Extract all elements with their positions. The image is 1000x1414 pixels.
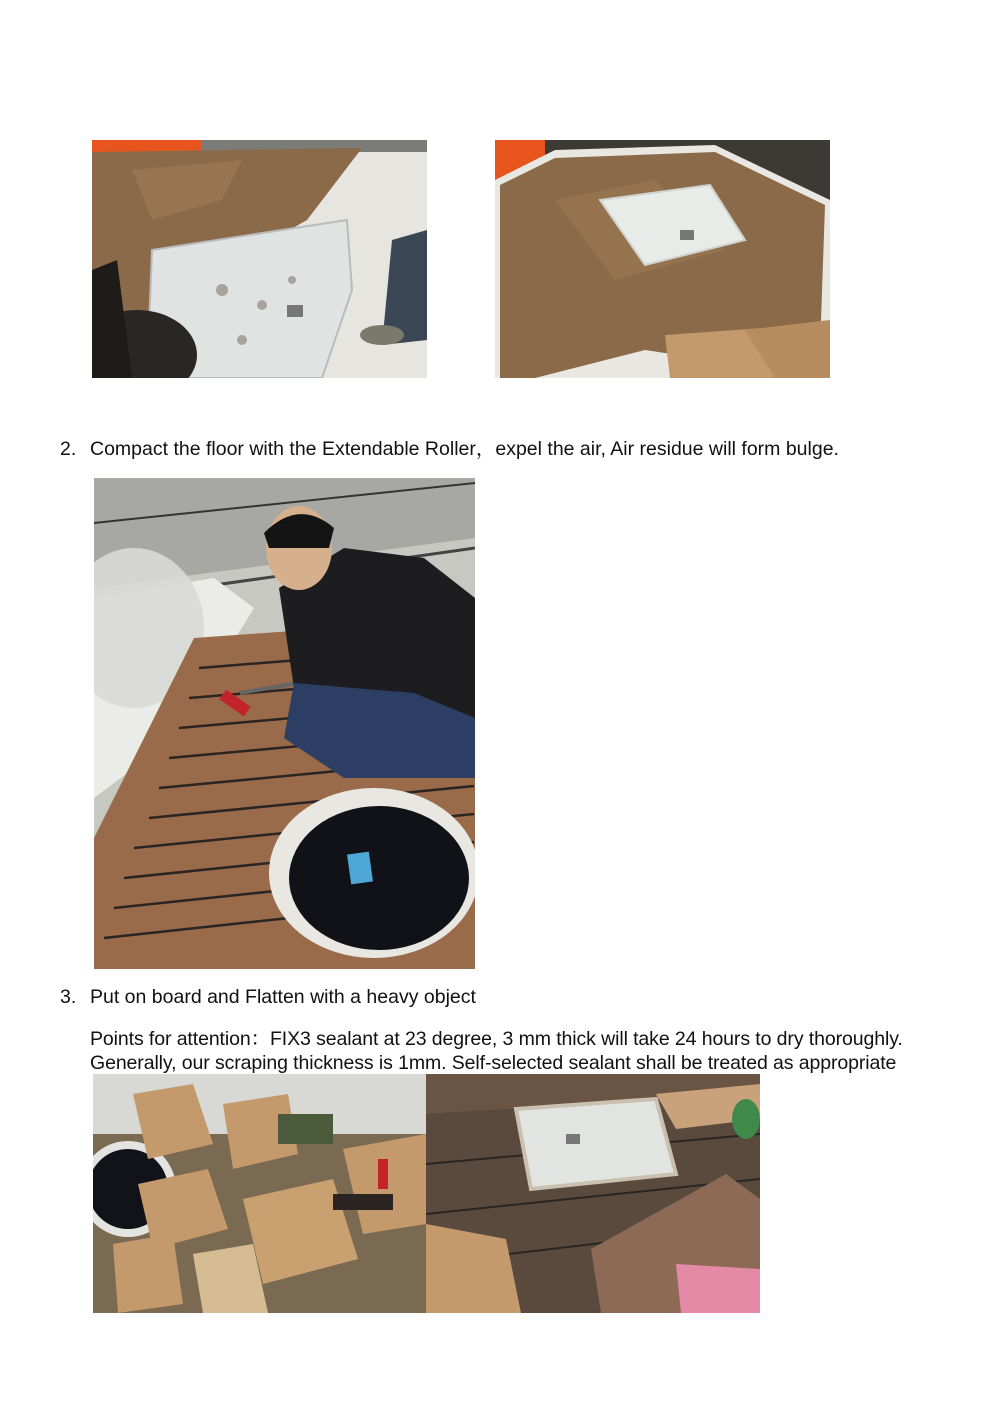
photo-cartons-on-deck bbox=[93, 1074, 426, 1313]
step-2-number: 2. bbox=[60, 438, 77, 460]
step-3-number: 3. bbox=[60, 986, 77, 1008]
step-2-line bbox=[60, 437, 839, 461]
step-3-text: Put on board and Flatten with a heavy object bbox=[90, 986, 476, 1008]
attention-line-1: Points for attention：FIX3 sealant at 23 degree, 3 mm thick will take 24 hours to dry thoroughly. bbox=[90, 1028, 903, 1050]
photo-flattened-board bbox=[426, 1074, 760, 1313]
photo-worker-rolling-deck bbox=[94, 478, 475, 969]
photo-sealant-spreading-left bbox=[92, 140, 427, 378]
photo-sealant-around-hatch bbox=[495, 140, 830, 378]
step-2-text: Compact the floor with the Extendable Roller，expel the air, Air residue will form bulge. bbox=[90, 438, 839, 460]
step-3-line bbox=[60, 985, 476, 1009]
attention-line-2: Generally, our scraping thickness is 1mm. Self-selected sealant shall be treated as appropriate bbox=[90, 1052, 897, 1074]
